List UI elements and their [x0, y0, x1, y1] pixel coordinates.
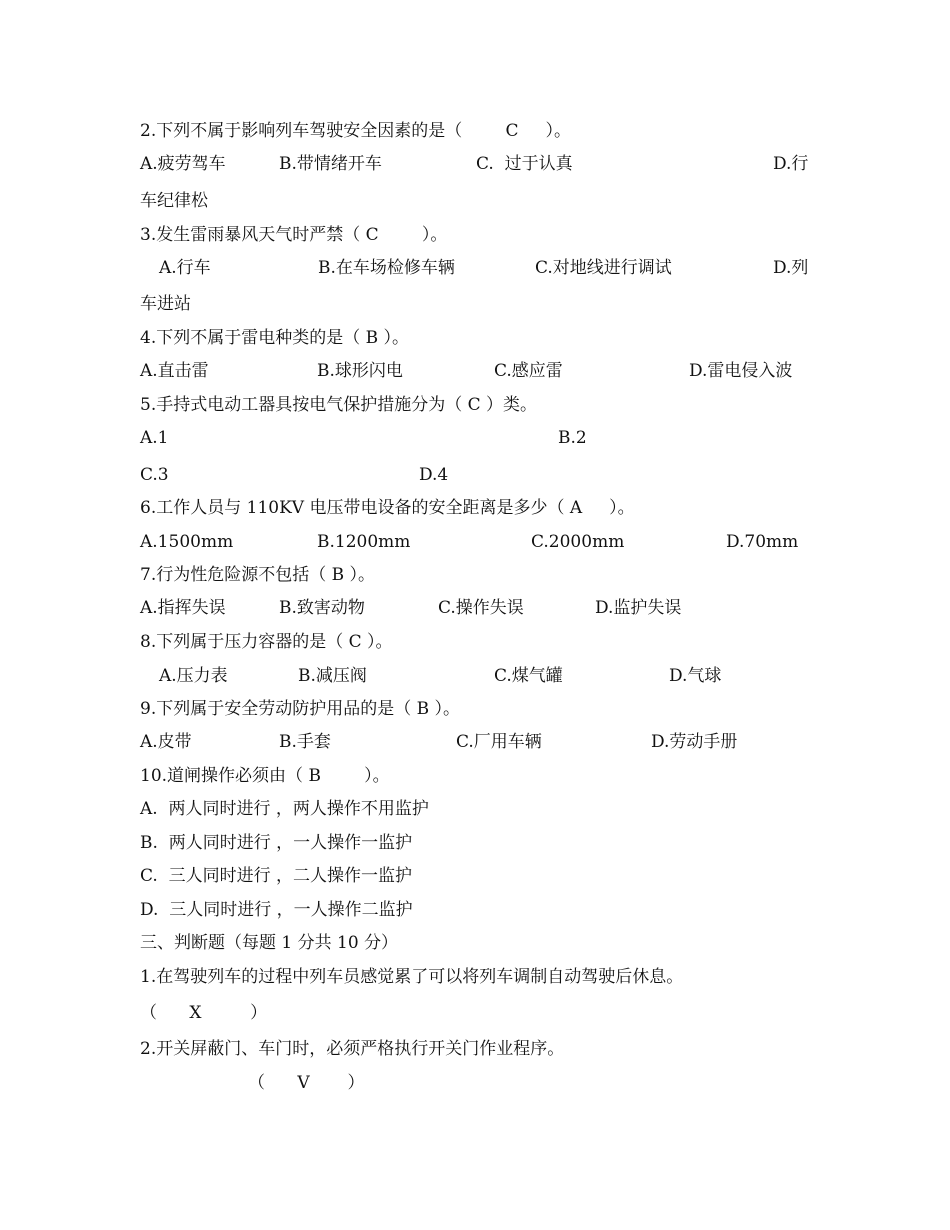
q4-option-c: C.感应雷 [494, 361, 563, 381]
section-three-heading: 三、判断题（每题 1 分共 10 分） [140, 933, 399, 953]
q10-option-c: C. 三人同时进行 ，二人操作一监护 [140, 866, 413, 886]
q7-option-b: B.致害动物 [279, 598, 365, 618]
judgment-2-answer: （ V ） [248, 1073, 365, 1093]
q10-option-a: A. 两人同时进行 ，两人操作不用监护 [140, 799, 429, 819]
q8-option-a: A.压力表 [159, 666, 228, 686]
q2-option-a: A.疲劳驾车 [140, 154, 226, 174]
q4-option-d: D.雷电侵入波 [689, 361, 793, 381]
q2-option-d-wrap: 车纪律松 [140, 191, 208, 211]
q2-option-c: C. 过于认真 [476, 154, 573, 174]
q3-option-d: D.列 [773, 258, 809, 278]
judgment-1-answer: （ X ） [140, 1003, 268, 1023]
q5-option-d: D.4 [419, 465, 449, 485]
q8-option-b: B.减压阀 [298, 666, 367, 686]
q9-option-b: B.手套 [279, 732, 331, 752]
q8-stem: 8.下列属于压力容器的是（ C ）。 [140, 632, 393, 652]
q6-stem: 6.工作人员与 110KV 电压带电设备的安全距离是多少（ A ）。 [140, 498, 635, 518]
q4-stem: 4.下列不属于雷电种类的是（ B ）。 [140, 328, 410, 348]
q3-option-a: A.行车 [159, 258, 211, 278]
q2-stem: 2.下列不属于影响列车驾驶安全因素的是（ C ）。 [140, 121, 571, 141]
q2-option-b: B.带情绪开车 [279, 154, 382, 174]
q7-option-d: D.监护失误 [595, 598, 682, 618]
q3-stem: 3.发生雷雨暴风天气时严禁（ C ）。 [140, 225, 448, 245]
q10-stem: 10.道闸操作必须由（ B ）。 [140, 766, 390, 786]
q5-option-b: B.2 [558, 428, 587, 448]
q7-stem: 7.行为性危险源不包括（ B ）。 [140, 565, 376, 585]
q9-option-c: C.厂用车辆 [456, 732, 542, 752]
q9-stem: 9.下列属于安全劳动防护用品的是（ B ）。 [140, 699, 461, 719]
q5-option-a: A.1 [140, 428, 169, 448]
q6-option-a: A.1500mm [140, 532, 234, 552]
q4-option-b: B.球形闪电 [317, 361, 403, 381]
q2-option-d: D.行 [773, 154, 809, 174]
q5-option-c: C.3 [140, 465, 169, 485]
q3-option-c: C.对地线进行调试 [535, 258, 672, 278]
q10-option-d: D. 三人同时进行 ，一人操作二监护 [140, 900, 413, 920]
q10-option-b: B. 两人同时进行 ，一人操作一监护 [140, 833, 413, 853]
q9-option-a: A.皮带 [140, 732, 192, 752]
q7-option-a: A.指挥失误 [140, 598, 226, 618]
judgment-2-statement: 2.开关屏蔽门、车门时，必须严格执行开关门作业程序。 [140, 1039, 565, 1059]
q6-option-d: D.70mm [726, 532, 799, 552]
q8-option-c: C.煤气罐 [494, 666, 563, 686]
q6-option-c: C.2000mm [531, 532, 625, 552]
q5-stem: 5.手持式电动工器具按电气保护措施分为（ C ）类。 [140, 395, 538, 415]
q9-option-d: D.劳动手册 [651, 732, 738, 752]
q7-option-c: C.操作失误 [438, 598, 524, 618]
q3-option-d-wrap: 车进站 [140, 294, 191, 314]
q3-option-b: B.在车场检修车辆 [318, 258, 455, 278]
q6-option-b: B.1200mm [317, 532, 411, 552]
q8-option-d: D.气球 [669, 666, 722, 686]
judgment-1-statement: 1.在驾驶列车的过程中列车员感觉累了可以将列车调制自动驾驶后休息。 [140, 967, 684, 987]
q4-option-a: A.直击雷 [140, 361, 209, 381]
